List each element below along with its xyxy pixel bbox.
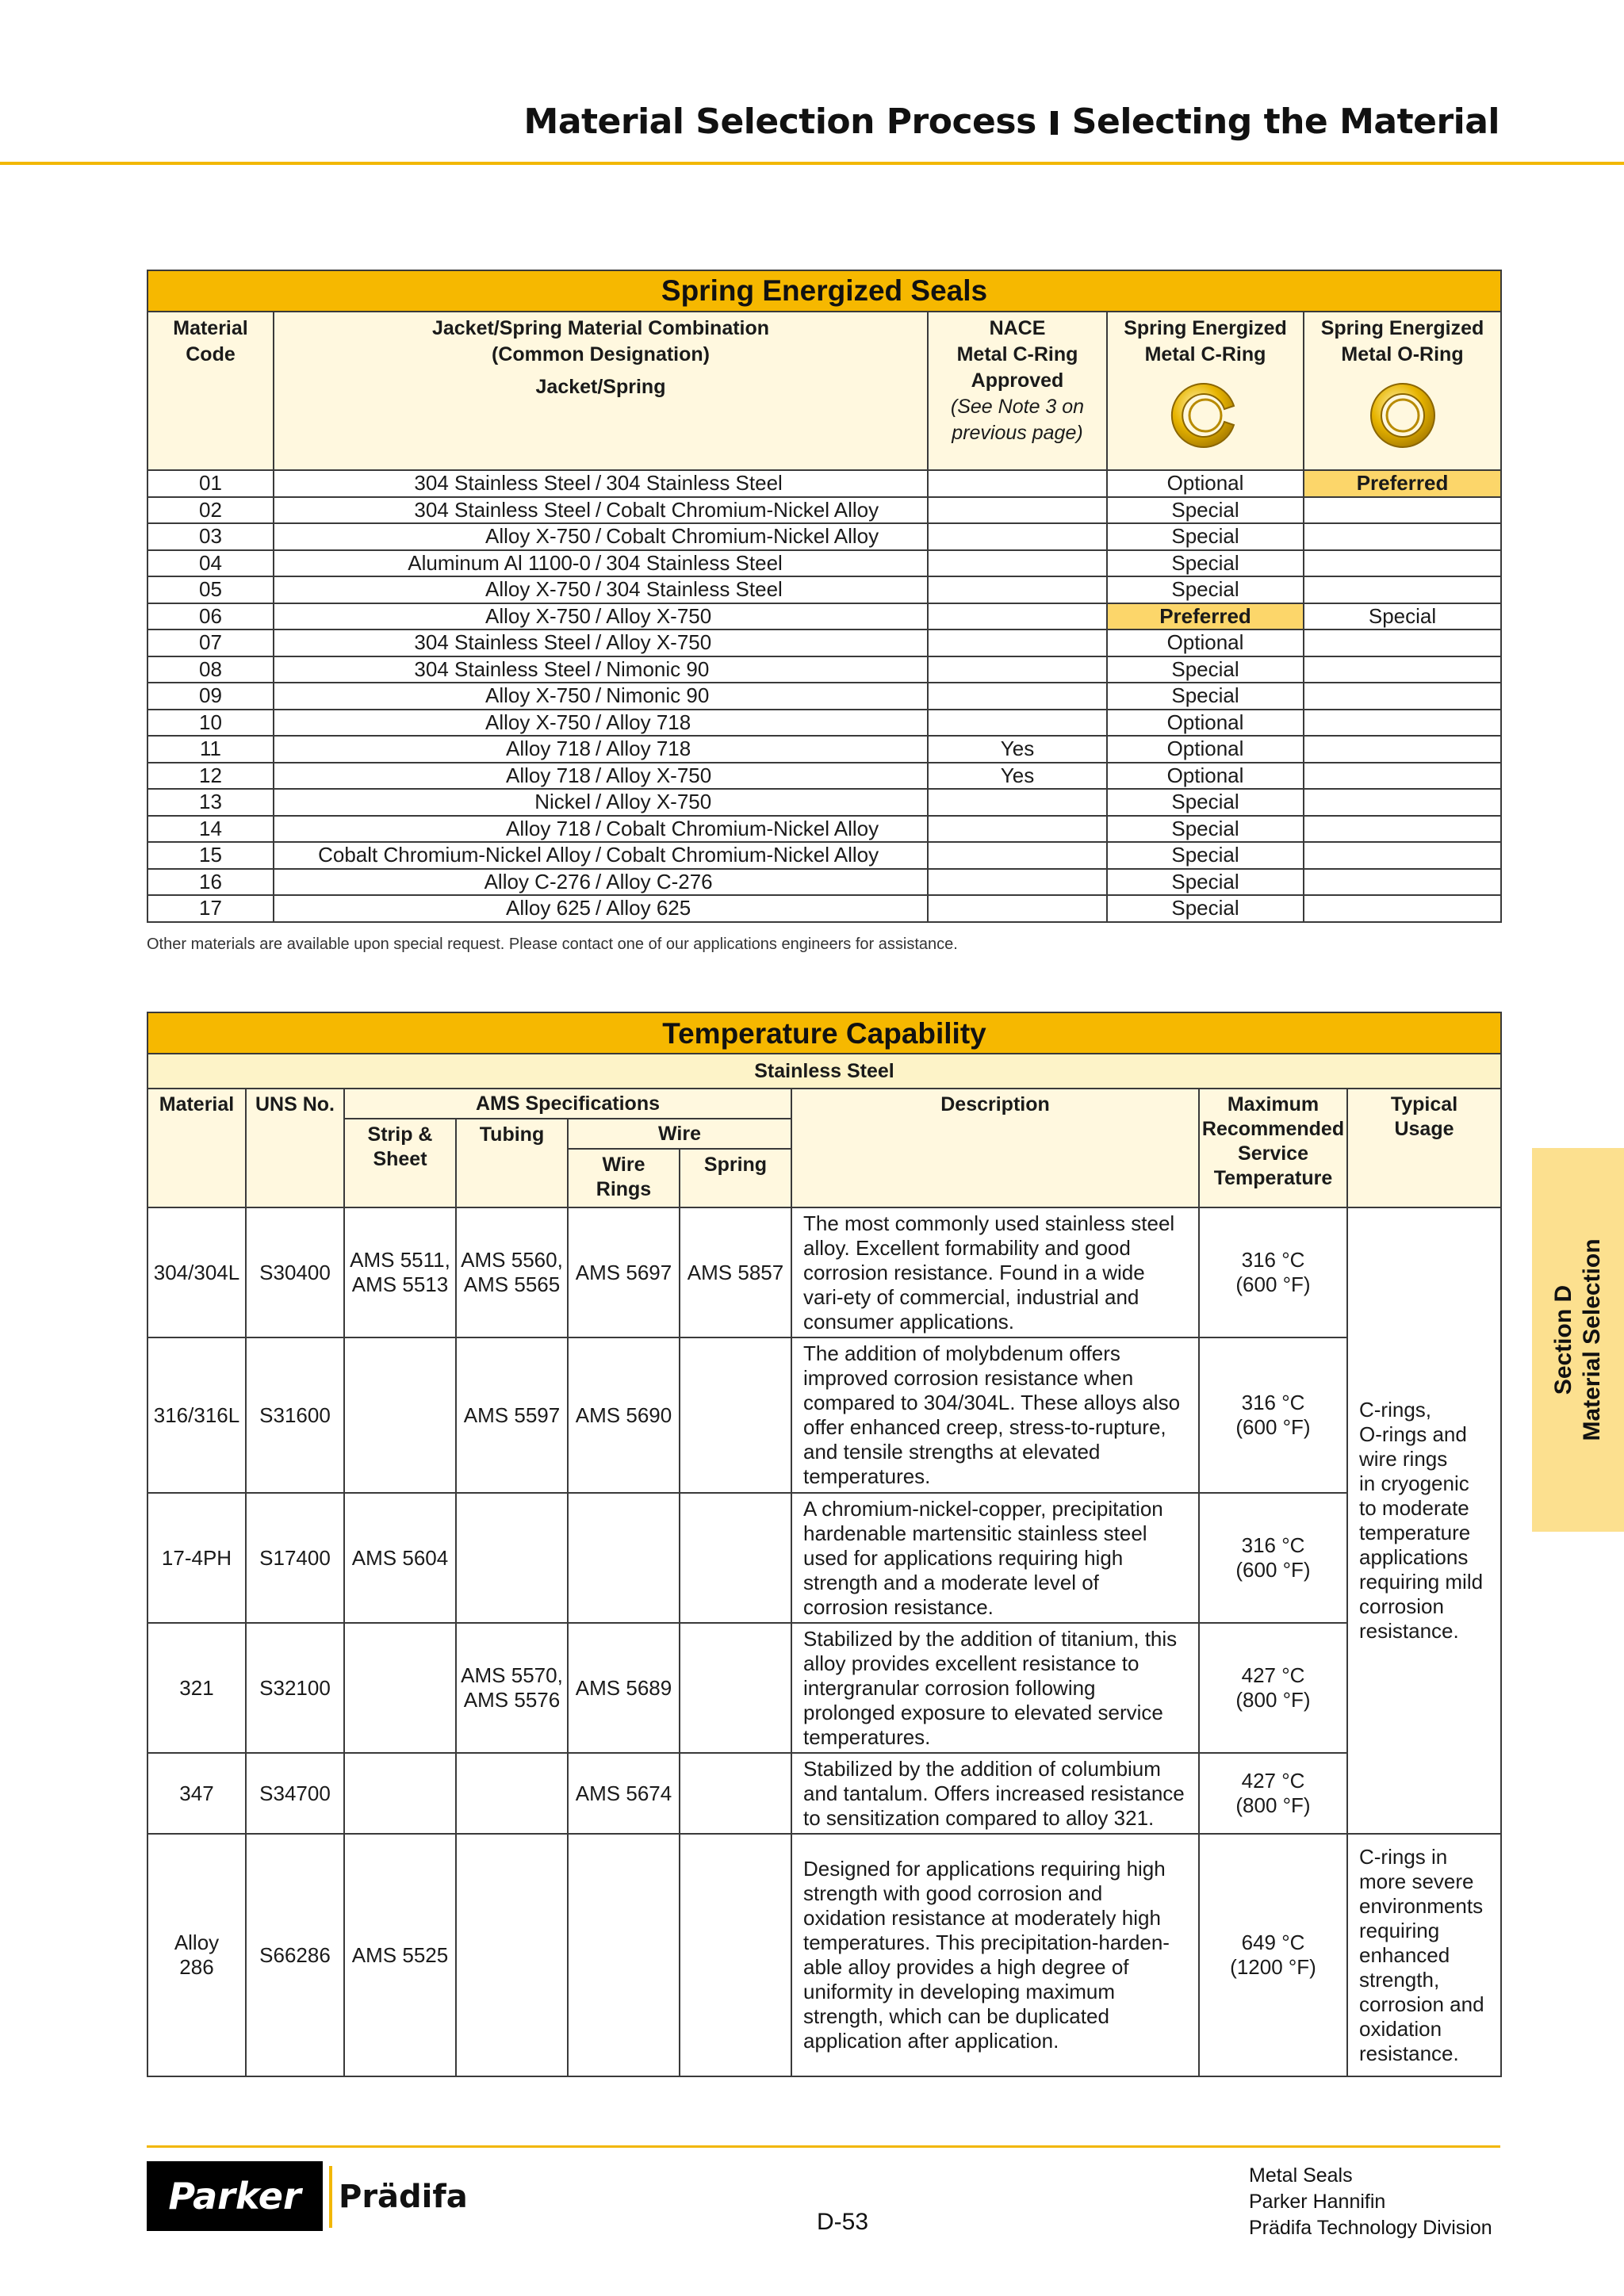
material-cell: Alloy 286 [147,1834,246,2076]
strip-sheet-cell [344,1337,456,1493]
tubing-cell [456,1493,568,1623]
c-ring-cell: Optional [1107,629,1304,656]
nace-cell [928,842,1107,869]
spring-cell: AMS 5857 [680,1207,791,1337]
seals-row [147,842,1501,869]
spring-material: Cobalt Chromium-Nickel Alloy [606,816,879,840]
c-ring-cell: Special [1107,550,1304,577]
header-spring: Spring [680,1149,791,1207]
header-material: Material [147,1089,246,1207]
combination-slash: / [596,603,602,628]
combination-cell [274,895,928,922]
header-o-ring: Spring Energized Metal O-Ring [1304,312,1501,470]
tubing-cell: AMS 5560, AMS 5565 [456,1207,568,1337]
c-ring-cell: Optional [1107,736,1304,763]
combination-cell [274,763,928,790]
tubing-cell [456,1753,568,1834]
nace-cell [928,683,1107,710]
material-code-cell: 11 [147,736,274,763]
strip-sheet-cell: AMS 5511, AMS 5513 [344,1207,456,1337]
spring-material: Cobalt Chromium-Nickel Alloy [606,524,879,549]
footer-rule [147,2145,1500,2148]
spring-cell [680,1493,791,1623]
header-wire: Wire [568,1119,791,1149]
jacket-material: Alloy 718 [506,816,591,840]
nace-cell [928,869,1107,896]
jacket-material: Alloy 718 [506,737,591,761]
spring-material: Nimonic 90 [606,683,710,708]
o-ring-cell [1304,683,1501,710]
c-ring-cell: Preferred [1107,603,1304,630]
spring-material: 304 Stainless Steel [606,577,783,602]
spring-cell [680,1834,791,2076]
o-ring-cell [1304,789,1501,816]
max-temp-cell: 427 °C (800 °F) [1199,1623,1347,1753]
description-cell: A chromium-nickel-copper, precipitation hardenable martensitic stainless steel used for applications requiring high strength and a moderate level of corrosion resistance. [791,1493,1199,1623]
combination-slash: / [596,656,602,681]
wire-rings-cell [568,1493,680,1623]
material-code-cell: 01 [147,470,274,497]
temperature-capability-table [147,1012,1502,2077]
combination-cell [274,576,928,603]
combination-cell [274,629,928,656]
material-code-cell: 17 [147,895,274,922]
o-ring-cell [1304,550,1501,577]
o-ring-cell [1304,497,1501,524]
material-cell: 17-4PH [147,1493,246,1623]
usage-cell: C-rings, O-rings and wire rings in cryogenic to moderate temperature applications requiring mild corrosion resistance. [1347,1207,1501,1834]
nace-cell [928,656,1107,683]
seals-row [147,763,1501,790]
nace-cell [928,603,1107,630]
nace-cell [928,895,1107,922]
wire-rings-cell: AMS 5690 [568,1337,680,1493]
c-ring-cell: Special [1107,816,1304,843]
parker-wordmark: Parker [147,2161,323,2231]
o-ring-cell: Preferred [1304,470,1501,497]
o-ring-cell [1304,895,1501,922]
seals-row [147,603,1501,630]
spring-material: Alloy 718 [606,710,691,734]
o-ring-cell [1304,576,1501,603]
combination-slash: / [596,471,602,496]
combination-cell [274,816,928,843]
seals-row [147,710,1501,737]
nace-cell [928,523,1107,550]
nace-cell [928,629,1107,656]
material-code-cell: 15 [147,842,274,869]
header-combination: Jacket/Spring Material Combination (Common Designation) Jacket/Spring [274,312,928,470]
description-cell: Stabilized by the addition of columbium and tantalum. Offers increased resistance to sensitization compared to alloy 321. [791,1753,1199,1834]
tubing-cell: AMS 5570, AMS 5576 [456,1623,568,1753]
combination-slash: / [596,710,602,734]
material-code-cell: 06 [147,603,274,630]
jacket-material: 304 Stainless Steel [414,630,591,655]
nace-cell: Yes [928,763,1107,790]
description-cell: The addition of molybdenum offers improved corrosion resistance when compared to 304/304L. These alloys also offer enhanced creep, stress-to-rupture, and tensile strengths at elevated temperatures. [791,1337,1199,1493]
nace-cell: Yes [928,736,1107,763]
c-ring-cell: Optional [1107,470,1304,497]
o-ring-cell [1304,869,1501,896]
jacket-material: Alloy C-276 [484,869,591,894]
tubing-cell: AMS 5597 [456,1337,568,1493]
material-code-cell: 03 [147,523,274,550]
header-description: Description [791,1089,1199,1207]
combination-cell [274,470,928,497]
combination-cell [274,523,928,550]
c-ring-cell: Special [1107,497,1304,524]
material-code-cell: 04 [147,550,274,577]
header-strip-sheet: Strip & Sheet [344,1119,456,1207]
o-ring-cell [1304,816,1501,843]
page-title: Material Selection Process Selecting the Material [523,101,1500,142]
combination-cell [274,869,928,896]
o-ring-cell [1304,629,1501,656]
nace-cell [928,470,1107,497]
section-tab [1532,1148,1624,1532]
o-ring-cell [1304,736,1501,763]
uns-cell: S34700 [246,1753,344,1834]
material-code-cell: 16 [147,869,274,896]
header-ams: AMS Specifications [344,1089,791,1119]
spring-cell [680,1623,791,1753]
nace-cell [928,576,1107,603]
spring-material: Cobalt Chromium-Nickel Alloy [606,843,879,867]
combination-cell [274,710,928,737]
c-ring-cell: Special [1107,789,1304,816]
combination-cell [274,497,928,524]
seals-row [147,895,1501,922]
header-rule [0,162,1624,165]
header-material-code: Material Code [147,312,274,470]
temp-row [147,1493,1501,1623]
usage-cell: C-rings in more severe environments requiring enhanced strength, corrosion and oxidation resistance. [1347,1834,1501,2076]
combination-slash: / [596,630,602,655]
combination-slash: / [596,843,602,867]
uns-cell: S31600 [246,1337,344,1493]
wire-rings-cell: AMS 5697 [568,1207,680,1337]
o-ring-cell [1304,842,1501,869]
seals-row [147,497,1501,524]
max-temp-cell: 649 °C (1200 °F) [1199,1834,1347,2076]
combination-slash: / [596,497,602,522]
strip-sheet-cell: AMS 5525 [344,1834,456,2076]
jacket-material: Alloy X-750 [485,603,591,628]
spring-material: Alloy X-750 [606,763,712,787]
jacket-material: Alloy 718 [506,763,591,787]
o-ring-cell: Special [1304,603,1501,630]
c-ring-cell: Special [1107,656,1304,683]
o-ring-cell [1304,710,1501,737]
seals-row [147,683,1501,710]
o-ring-cell [1304,523,1501,550]
uns-cell: S17400 [246,1493,344,1623]
temp-row [147,1834,1501,2076]
spring-material: Nimonic 90 [606,656,710,681]
combination-slash: / [596,869,602,894]
uns-cell: S32100 [246,1623,344,1753]
jacket-material: Alloy X-750 [485,710,591,734]
temp-row [147,1207,1501,1337]
description-cell: Stabilized by the addition of titanium, this alloy provides excellent resistance to intergranular corrosion following prolonged exposure to elevated service temperatures. [791,1623,1199,1753]
nace-cell [928,550,1107,577]
nace-cell [928,710,1107,737]
spring-material: Cobalt Chromium-Nickel Alloy [606,497,879,522]
c-ring-cell: Optional [1107,763,1304,790]
combination-cell [274,736,928,763]
page-number: D-53 [817,2209,869,2235]
combination-slash: / [596,896,602,920]
combination-slash: / [596,577,602,602]
header-usage: Typical Usage [1347,1089,1501,1207]
spring-material: Alloy 625 [606,896,691,920]
strip-sheet-cell [344,1753,456,1834]
seals-row [147,550,1501,577]
spring-material: Alloy X-750 [606,603,712,628]
spring-material: Alloy X-750 [606,790,712,814]
spring-material: Alloy C-276 [606,869,713,894]
jacket-material: Alloy X-750 [485,524,591,549]
temp-row [147,1623,1501,1753]
nace-cell [928,497,1107,524]
temp-row [147,1753,1501,1834]
seals-title: Spring Energized Seals [147,270,1501,312]
jacket-material: Alloy X-750 [485,683,591,708]
combination-slash: / [596,737,602,761]
c-ring-cell: Special [1107,842,1304,869]
nace-cell [928,789,1107,816]
description-cell: Designed for applications requiring high strength with good corrosion and oxidation resistance at moderately high temperatures. This precipitation-harden-able alloy provides a high degree of uniformity in developing maximum strength, which can be duplicated application after application. [791,1834,1199,2076]
combination-slash: / [596,550,602,575]
header-tubing: Tubing [456,1119,568,1207]
max-temp-cell: 316 °C (600 °F) [1199,1493,1347,1623]
seals-row [147,869,1501,896]
temp-title: Temperature Capability [147,1012,1501,1054]
o-ring-cell [1304,763,1501,790]
jacket-material: Aluminum Al 1100-0 [408,550,591,575]
combination-slash: / [596,816,602,840]
combination-cell [274,683,928,710]
combination-slash: / [596,683,602,708]
temp-row [147,1337,1501,1493]
spring-cell [680,1337,791,1493]
material-code-cell: 14 [147,816,274,843]
combination-slash: / [596,790,602,814]
c-ring-cell: Special [1107,523,1304,550]
material-code-cell: 07 [147,629,274,656]
material-code-cell: 13 [147,789,274,816]
spring-material: 304 Stainless Steel [606,471,783,496]
spring-material: Alloy 718 [606,737,691,761]
material-code-cell: 02 [147,497,274,524]
tubing-cell [456,1834,568,2076]
header-c-ring: Spring Energized Metal C-Ring [1107,312,1304,470]
c-ring-cell: Special [1107,869,1304,896]
uns-cell: S30400 [246,1207,344,1337]
seals-row [147,629,1501,656]
wire-rings-cell: AMS 5674 [568,1753,680,1834]
c-ring-cell: Optional [1107,710,1304,737]
combination-cell [274,656,928,683]
combination-slash: / [596,524,602,549]
spring-cell [680,1753,791,1834]
material-code-cell: 12 [147,763,274,790]
header-nace: NACE Metal C-Ring Approved (See Note 3 on previous page) [928,312,1107,470]
footer-division: Metal Seals Parker Hannifin Prädifa Technology Division [1249,2164,1492,2239]
strip-sheet-cell [344,1623,456,1753]
o-ring-icon [1363,376,1442,455]
wire-rings-cell: AMS 5689 [568,1623,680,1753]
o-ring-cell [1304,656,1501,683]
header-max-temp: Maximum Recommended Service Temperature [1199,1089,1347,1207]
description-cell: The most commonly used stainless steel alloy. Excellent formability and good corrosion resistance. Found in a wide vari-ety of commercial, industrial and consumer applications. [791,1207,1199,1337]
wire-rings-cell [568,1834,680,2076]
uns-cell: S66286 [246,1834,344,2076]
seals-row [147,576,1501,603]
material-cell: 321 [147,1623,246,1753]
strip-sheet-cell: AMS 5604 [344,1493,456,1623]
seals-row [147,789,1501,816]
c-ring-cell: Special [1107,683,1304,710]
jacket-material: Alloy 625 [506,896,591,920]
seals-row [147,656,1501,683]
nace-cell [928,816,1107,843]
combination-cell [274,603,928,630]
combination-cell [274,842,928,869]
material-code-cell: 05 [147,576,274,603]
jacket-material: 304 Stainless Steel [414,656,591,681]
logo-divider [329,2166,332,2228]
jacket-material: Nickel [534,790,591,814]
material-code-cell: 10 [147,710,274,737]
c-ring-icon [1166,376,1245,455]
c-ring-cell: Special [1107,895,1304,922]
seals-row [147,736,1501,763]
material-cell: 347 [147,1753,246,1834]
section-label: Section D [1550,1284,1576,1395]
title-separator [1051,111,1058,135]
seals-row [147,523,1501,550]
max-temp-cell: 316 °C (600 °F) [1199,1207,1347,1337]
material-code-cell: 08 [147,656,274,683]
spring-material: Alloy X-750 [606,630,712,655]
spring-material: 304 Stainless Steel [606,550,783,575]
max-temp-cell: 316 °C (600 °F) [1199,1337,1347,1493]
section-name: Material Selection [1579,1238,1605,1441]
material-cell: 316/316L [147,1337,246,1493]
max-temp-cell: 427 °C (800 °F) [1199,1753,1347,1834]
jacket-material: 304 Stainless Steel [414,497,591,522]
combination-cell [274,789,928,816]
pradifa-wordmark: Prädifa [339,2179,468,2215]
spring-energized-seals-table [147,270,1502,923]
jacket-material: Alloy X-750 [485,577,591,602]
material-cell: 304/304L [147,1207,246,1337]
jacket-material: 304 Stainless Steel [414,471,591,496]
seals-row [147,816,1501,843]
jacket-material: Cobalt Chromium-Nickel Alloy [318,843,591,867]
seals-note: Other materials are available upon special request. Please contact one of our applications engineers for assistance. [147,936,958,953]
temp-subtitle: Stainless Steel [147,1054,1501,1089]
c-ring-cell: Special [1107,576,1304,603]
combination-slash: / [596,763,602,787]
header-wire-rings: Wire Rings [568,1149,680,1207]
material-code-cell: 09 [147,683,274,710]
seals-row [147,470,1501,497]
header-uns: UNS No. [246,1089,344,1207]
combination-cell [274,550,928,577]
